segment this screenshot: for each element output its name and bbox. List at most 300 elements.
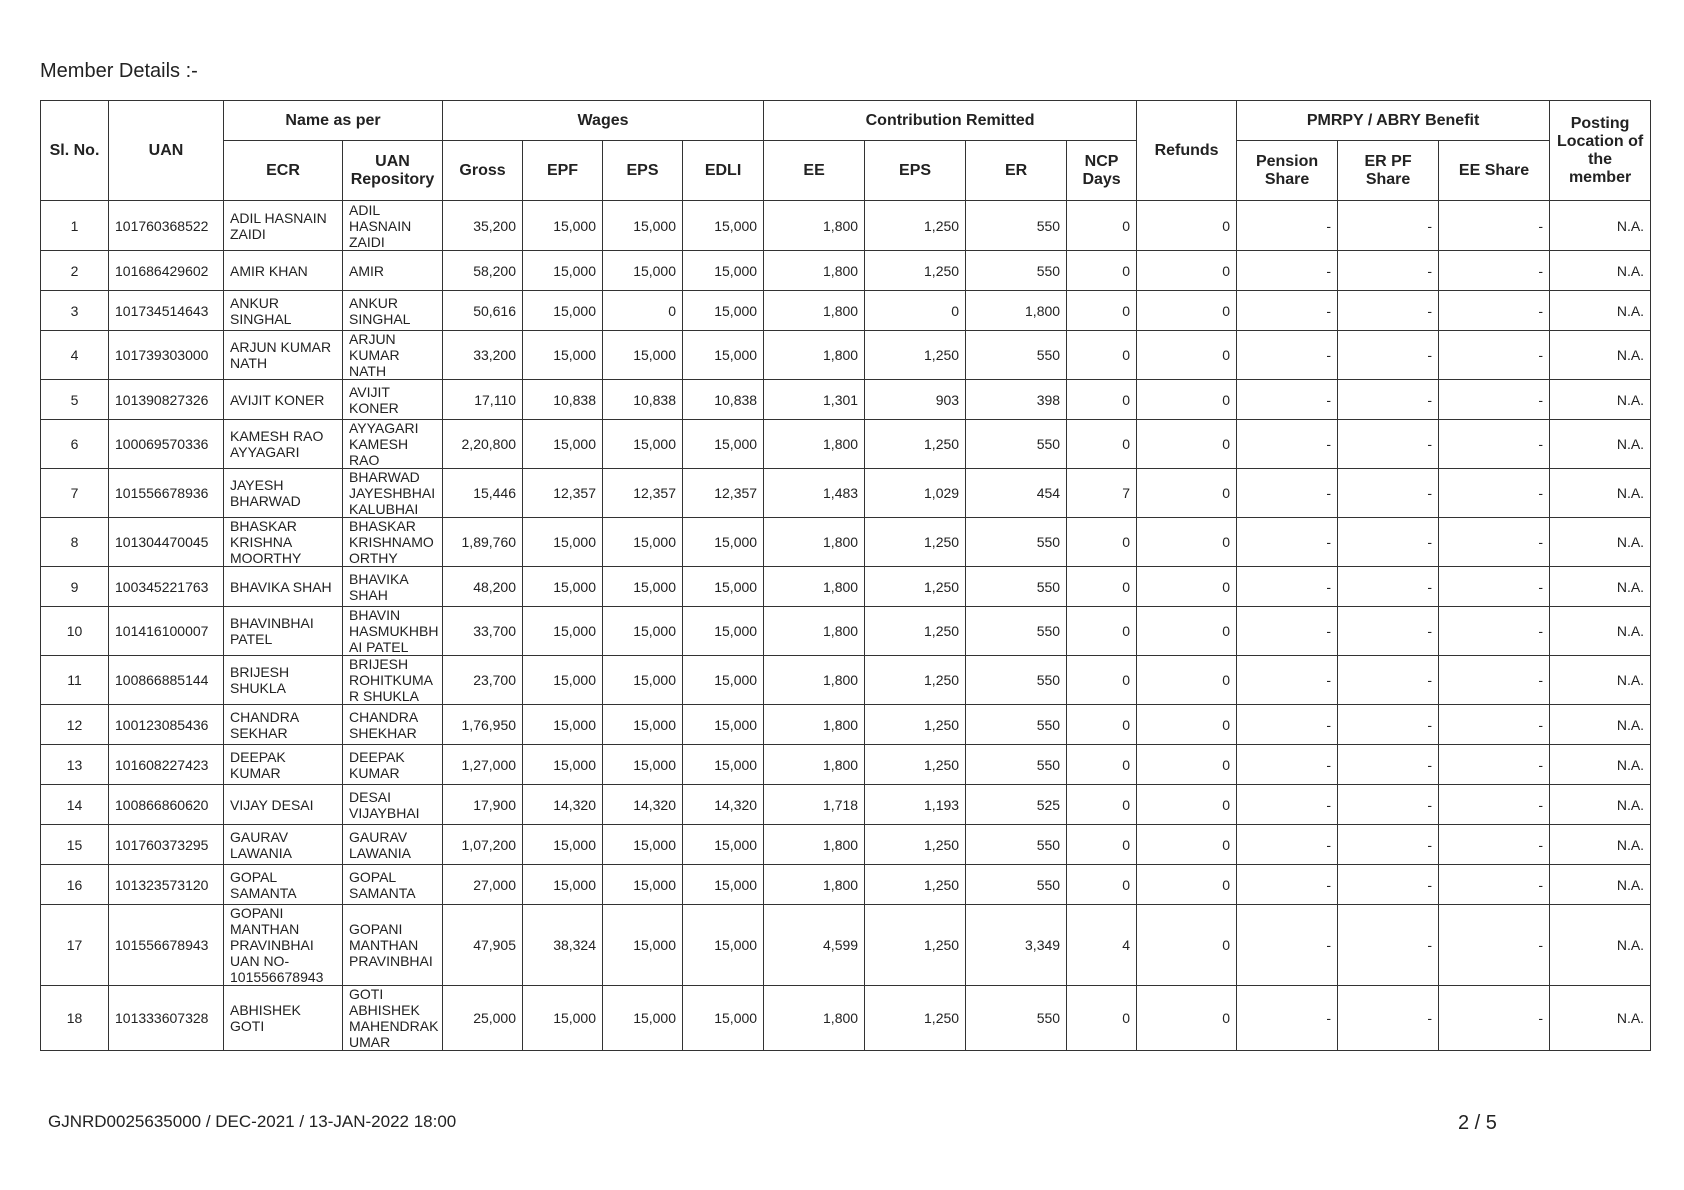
cell-pension-share: - bbox=[1237, 825, 1338, 865]
header-row-1 bbox=[41, 101, 1651, 141]
cell-ee-share: - bbox=[1439, 865, 1550, 905]
table-row bbox=[41, 745, 1651, 785]
cell-uan: 100123085436 bbox=[109, 705, 224, 745]
col-header-sl-no: Sl. No. bbox=[41, 101, 109, 201]
cell-posting-location: N.A. bbox=[1550, 986, 1651, 1051]
cell-pension-share: - bbox=[1237, 420, 1338, 469]
cell-uan: 101608227423 bbox=[109, 745, 224, 785]
table-row bbox=[41, 518, 1651, 567]
cell-edli: 15,000 bbox=[683, 567, 764, 607]
cell-sl-no: 3 bbox=[41, 291, 109, 331]
cell-eps: 15,000 bbox=[603, 825, 683, 865]
table-row bbox=[41, 251, 1651, 291]
cell-uan: 101686429602 bbox=[109, 251, 224, 291]
cell-name-ecr: AMIR KHAN bbox=[224, 251, 343, 291]
cell-refunds: 0 bbox=[1137, 380, 1237, 420]
cell-ee: 1,800 bbox=[764, 986, 865, 1051]
cell-name-ecr: ADIL HASNAIN ZAIDI bbox=[224, 201, 343, 251]
cell-refunds: 0 bbox=[1137, 201, 1237, 251]
cell-ncp-days: 0 bbox=[1067, 986, 1137, 1051]
cell-er-pf-share: - bbox=[1338, 331, 1439, 380]
cell-eps: 15,000 bbox=[603, 567, 683, 607]
cell-ncp-days: 0 bbox=[1067, 825, 1137, 865]
cell-er-pf-share: - bbox=[1338, 201, 1439, 251]
cell-posting-location: N.A. bbox=[1550, 607, 1651, 656]
cell-sl-no: 1 bbox=[41, 201, 109, 251]
cell-ee: 1,800 bbox=[764, 607, 865, 656]
cell-epf: 15,000 bbox=[523, 607, 603, 656]
cell-ncp-days: 0 bbox=[1067, 201, 1137, 251]
cell-pension-share: - bbox=[1237, 518, 1338, 567]
cell-name-uan-repository: ANKUR SINGHAL bbox=[343, 291, 443, 331]
cell-eps: 15,000 bbox=[603, 905, 683, 986]
cell-name-uan-repository: DESAI VIJAYBHAI bbox=[343, 785, 443, 825]
col-header-er-pf-share: ER PF Share bbox=[1338, 141, 1439, 201]
cell-er-pf-share: - bbox=[1338, 986, 1439, 1051]
cell-name-ecr: BHAVIKA SHAH bbox=[224, 567, 343, 607]
cell-epf: 15,000 bbox=[523, 705, 603, 745]
cell-refunds: 0 bbox=[1137, 745, 1237, 785]
cell-posting-location: N.A. bbox=[1550, 251, 1651, 291]
cell-eps: 0 bbox=[603, 291, 683, 331]
cell-ncp-days: 0 bbox=[1067, 865, 1137, 905]
cell-ncp-days: 0 bbox=[1067, 656, 1137, 705]
cell-gross: 23,700 bbox=[443, 656, 523, 705]
cell-edli: 15,000 bbox=[683, 905, 764, 986]
cell-gross: 17,900 bbox=[443, 785, 523, 825]
cell-edli: 15,000 bbox=[683, 705, 764, 745]
cell-name-ecr: BHAVINBHAI PATEL bbox=[224, 607, 343, 656]
cell-edli: 15,000 bbox=[683, 607, 764, 656]
cell-epf: 15,000 bbox=[523, 825, 603, 865]
cell-edli: 15,000 bbox=[683, 865, 764, 905]
cell-uan: 101760373295 bbox=[109, 825, 224, 865]
cell-refunds: 0 bbox=[1137, 291, 1237, 331]
cell-uan: 100866885144 bbox=[109, 656, 224, 705]
cell-edli: 15,000 bbox=[683, 825, 764, 865]
cell-er-pf-share: - bbox=[1338, 380, 1439, 420]
cell-contribution-eps: 1,250 bbox=[865, 331, 966, 380]
cell-ee: 1,800 bbox=[764, 201, 865, 251]
cell-er-pf-share: - bbox=[1338, 656, 1439, 705]
cell-ncp-days: 0 bbox=[1067, 380, 1137, 420]
cell-contribution-eps: 0 bbox=[865, 291, 966, 331]
cell-gross: 17,110 bbox=[443, 380, 523, 420]
cell-pension-share: - bbox=[1237, 705, 1338, 745]
cell-name-ecr: ANKUR SINGHAL bbox=[224, 291, 343, 331]
cell-ee: 1,800 bbox=[764, 518, 865, 567]
cell-sl-no: 16 bbox=[41, 865, 109, 905]
cell-posting-location: N.A. bbox=[1550, 825, 1651, 865]
cell-contribution-eps: 1,193 bbox=[865, 785, 966, 825]
table-row bbox=[41, 785, 1651, 825]
cell-name-uan-repository: BRIJESH ROHITKUMA R SHUKLA bbox=[343, 656, 443, 705]
cell-ee: 1,301 bbox=[764, 380, 865, 420]
cell-er-pf-share: - bbox=[1338, 865, 1439, 905]
cell-ee-share: - bbox=[1439, 380, 1550, 420]
cell-er: 550 bbox=[966, 986, 1067, 1051]
cell-contribution-eps: 1,029 bbox=[865, 469, 966, 518]
cell-ee: 4,599 bbox=[764, 905, 865, 986]
cell-name-uan-repository: AYYAGARI KAMESH RAO bbox=[343, 420, 443, 469]
table-row bbox=[41, 331, 1651, 380]
cell-name-ecr: ABHISHEK GOTI bbox=[224, 986, 343, 1051]
cell-name-ecr: DEEPAK KUMAR bbox=[224, 745, 343, 785]
cell-ncp-days: 0 bbox=[1067, 251, 1137, 291]
table-row bbox=[41, 865, 1651, 905]
cell-name-ecr: GAURAV LAWANIA bbox=[224, 825, 343, 865]
cell-pension-share: - bbox=[1237, 785, 1338, 825]
cell-refunds: 0 bbox=[1137, 705, 1237, 745]
cell-uan: 101323573120 bbox=[109, 865, 224, 905]
col-group-wages: Wages bbox=[443, 101, 764, 141]
cell-name-uan-repository: AMIR bbox=[343, 251, 443, 291]
cell-name-uan-repository: GOPAL SAMANTA bbox=[343, 865, 443, 905]
cell-pension-share: - bbox=[1237, 865, 1338, 905]
cell-epf: 15,000 bbox=[523, 865, 603, 905]
table-row bbox=[41, 607, 1651, 656]
col-header-uan: UAN bbox=[109, 101, 224, 201]
col-header-uan-repository: UAN Repository bbox=[343, 141, 443, 201]
cell-ee: 1,800 bbox=[764, 705, 865, 745]
cell-eps: 15,000 bbox=[603, 331, 683, 380]
cell-edli: 15,000 bbox=[683, 331, 764, 380]
cell-er-pf-share: - bbox=[1338, 745, 1439, 785]
col-header-posting-location: Posting Location of the member bbox=[1550, 101, 1651, 201]
col-header-ee: EE bbox=[764, 141, 865, 201]
cell-eps: 15,000 bbox=[603, 251, 683, 291]
cell-refunds: 0 bbox=[1137, 825, 1237, 865]
cell-name-uan-repository: GOPANI MANTHAN PRAVINBHAI bbox=[343, 905, 443, 986]
cell-er-pf-share: - bbox=[1338, 567, 1439, 607]
table-row bbox=[41, 825, 1651, 865]
cell-epf: 15,000 bbox=[523, 656, 603, 705]
cell-uan: 100069570336 bbox=[109, 420, 224, 469]
cell-contribution-eps: 1,250 bbox=[865, 905, 966, 986]
cell-refunds: 0 bbox=[1137, 567, 1237, 607]
col-header-epf: EPF bbox=[523, 141, 603, 201]
cell-ee: 1,800 bbox=[764, 745, 865, 785]
cell-ee-share: - bbox=[1439, 291, 1550, 331]
cell-name-ecr: GOPANI MANTHAN PRAVINBHAI UAN NO-101556678943 bbox=[224, 905, 343, 986]
cell-er: 454 bbox=[966, 469, 1067, 518]
cell-ee-share: - bbox=[1439, 420, 1550, 469]
cell-eps: 12,357 bbox=[603, 469, 683, 518]
cell-uan: 101556678943 bbox=[109, 905, 224, 986]
cell-sl-no: 18 bbox=[41, 986, 109, 1051]
cell-posting-location: N.A. bbox=[1550, 331, 1651, 380]
cell-contribution-eps: 1,250 bbox=[865, 518, 966, 567]
cell-posting-location: N.A. bbox=[1550, 420, 1651, 469]
cell-er: 550 bbox=[966, 420, 1067, 469]
cell-ee-share: - bbox=[1439, 825, 1550, 865]
cell-er: 1,800 bbox=[966, 291, 1067, 331]
col-header-eps: EPS bbox=[603, 141, 683, 201]
cell-pension-share: - bbox=[1237, 745, 1338, 785]
cell-sl-no: 10 bbox=[41, 607, 109, 656]
cell-name-ecr: KAMESH RAO AYYAGARI bbox=[224, 420, 343, 469]
cell-er: 550 bbox=[966, 705, 1067, 745]
cell-eps: 15,000 bbox=[603, 745, 683, 785]
cell-name-uan-repository: AVIJIT KONER bbox=[343, 380, 443, 420]
cell-er-pf-share: - bbox=[1338, 607, 1439, 656]
cell-name-ecr: BHASKAR KRISHNA MOORTHY bbox=[224, 518, 343, 567]
cell-er-pf-share: - bbox=[1338, 518, 1439, 567]
cell-uan: 100345221763 bbox=[109, 567, 224, 607]
cell-pension-share: - bbox=[1237, 201, 1338, 251]
cell-eps: 15,000 bbox=[603, 607, 683, 656]
cell-contribution-eps: 1,250 bbox=[865, 865, 966, 905]
cell-epf: 15,000 bbox=[523, 420, 603, 469]
cell-ee: 1,800 bbox=[764, 825, 865, 865]
cell-er: 550 bbox=[966, 331, 1067, 380]
cell-ee: 1,800 bbox=[764, 420, 865, 469]
cell-gross: 27,000 bbox=[443, 865, 523, 905]
cell-er: 550 bbox=[966, 607, 1067, 656]
cell-gross: 1,07,200 bbox=[443, 825, 523, 865]
cell-eps: 15,000 bbox=[603, 420, 683, 469]
cell-epf: 10,838 bbox=[523, 380, 603, 420]
cell-sl-no: 15 bbox=[41, 825, 109, 865]
cell-contribution-eps: 1,250 bbox=[865, 705, 966, 745]
cell-sl-no: 9 bbox=[41, 567, 109, 607]
cell-refunds: 0 bbox=[1137, 986, 1237, 1051]
cell-gross: 1,89,760 bbox=[443, 518, 523, 567]
cell-ee-share: - bbox=[1439, 656, 1550, 705]
cell-ee: 1,800 bbox=[764, 865, 865, 905]
cell-gross: 47,905 bbox=[443, 905, 523, 986]
cell-contribution-eps: 1,250 bbox=[865, 986, 966, 1051]
table-row bbox=[41, 986, 1651, 1051]
cell-epf: 15,000 bbox=[523, 567, 603, 607]
cell-sl-no: 5 bbox=[41, 380, 109, 420]
col-header-ee-share: EE Share bbox=[1439, 141, 1550, 201]
cell-ncp-days: 0 bbox=[1067, 518, 1137, 567]
cell-epf: 38,324 bbox=[523, 905, 603, 986]
member-rows bbox=[41, 201, 1651, 1051]
table-row bbox=[41, 380, 1651, 420]
cell-sl-no: 12 bbox=[41, 705, 109, 745]
cell-epf: 14,320 bbox=[523, 785, 603, 825]
cell-er: 550 bbox=[966, 656, 1067, 705]
cell-refunds: 0 bbox=[1137, 420, 1237, 469]
cell-sl-no: 8 bbox=[41, 518, 109, 567]
cell-ee-share: - bbox=[1439, 518, 1550, 567]
cell-eps: 15,000 bbox=[603, 656, 683, 705]
cell-contribution-eps: 1,250 bbox=[865, 567, 966, 607]
cell-ncp-days: 7 bbox=[1067, 469, 1137, 518]
cell-edli: 12,357 bbox=[683, 469, 764, 518]
cell-name-uan-repository: GOTI ABHISHEK MAHENDRAK UMAR bbox=[343, 986, 443, 1051]
cell-pension-share: - bbox=[1237, 607, 1338, 656]
cell-uan: 101556678936 bbox=[109, 469, 224, 518]
cell-name-ecr: BRIJESH SHUKLA bbox=[224, 656, 343, 705]
cell-ee-share: - bbox=[1439, 905, 1550, 986]
cell-uan: 100866860620 bbox=[109, 785, 224, 825]
cell-name-uan-repository: BHARWAD JAYESHBHAI KALUBHAI bbox=[343, 469, 443, 518]
cell-er: 525 bbox=[966, 785, 1067, 825]
cell-posting-location: N.A. bbox=[1550, 469, 1651, 518]
cell-sl-no: 4 bbox=[41, 331, 109, 380]
cell-ee-share: - bbox=[1439, 607, 1550, 656]
cell-eps: 14,320 bbox=[603, 785, 683, 825]
cell-name-ecr: CHANDRA SEKHAR bbox=[224, 705, 343, 745]
cell-posting-location: N.A. bbox=[1550, 745, 1651, 785]
cell-contribution-eps: 1,250 bbox=[865, 607, 966, 656]
cell-refunds: 0 bbox=[1137, 607, 1237, 656]
cell-posting-location: N.A. bbox=[1550, 567, 1651, 607]
cell-pension-share: - bbox=[1237, 567, 1338, 607]
table-row bbox=[41, 905, 1651, 986]
cell-er: 550 bbox=[966, 745, 1067, 785]
cell-posting-location: N.A. bbox=[1550, 785, 1651, 825]
cell-gross: 58,200 bbox=[443, 251, 523, 291]
cell-epf: 15,000 bbox=[523, 745, 603, 785]
cell-contribution-eps: 1,250 bbox=[865, 745, 966, 785]
col-header-er: ER bbox=[966, 141, 1067, 201]
cell-contribution-eps: 1,250 bbox=[865, 420, 966, 469]
cell-er-pf-share: - bbox=[1338, 705, 1439, 745]
cell-gross: 1,76,950 bbox=[443, 705, 523, 745]
cell-er: 550 bbox=[966, 865, 1067, 905]
cell-edli: 15,000 bbox=[683, 251, 764, 291]
cell-eps: 15,000 bbox=[603, 986, 683, 1051]
cell-eps: 10,838 bbox=[603, 380, 683, 420]
cell-er: 550 bbox=[966, 251, 1067, 291]
cell-edli: 15,000 bbox=[683, 291, 764, 331]
cell-posting-location: N.A. bbox=[1550, 291, 1651, 331]
cell-ee-share: - bbox=[1439, 986, 1550, 1051]
cell-er-pf-share: - bbox=[1338, 420, 1439, 469]
cell-ncp-days: 0 bbox=[1067, 785, 1137, 825]
cell-edli: 15,000 bbox=[683, 201, 764, 251]
cell-er: 398 bbox=[966, 380, 1067, 420]
cell-ee-share: - bbox=[1439, 785, 1550, 825]
table-row bbox=[41, 201, 1651, 251]
cell-name-uan-repository: GAURAV LAWANIA bbox=[343, 825, 443, 865]
cell-er: 550 bbox=[966, 825, 1067, 865]
cell-edli: 15,000 bbox=[683, 986, 764, 1051]
cell-name-ecr: ARJUN KUMAR NATH bbox=[224, 331, 343, 380]
cell-ncp-days: 0 bbox=[1067, 291, 1137, 331]
cell-uan: 101734514643 bbox=[109, 291, 224, 331]
cell-ee: 1,800 bbox=[764, 656, 865, 705]
table-row bbox=[41, 567, 1651, 607]
cell-sl-no: 17 bbox=[41, 905, 109, 986]
cell-pension-share: - bbox=[1237, 986, 1338, 1051]
cell-contribution-eps: 1,250 bbox=[865, 656, 966, 705]
cell-uan: 101739303000 bbox=[109, 331, 224, 380]
cell-eps: 15,000 bbox=[603, 201, 683, 251]
cell-edli: 10,838 bbox=[683, 380, 764, 420]
cell-uan: 101416100007 bbox=[109, 607, 224, 656]
table-row bbox=[41, 469, 1651, 518]
cell-ee: 1,800 bbox=[764, 567, 865, 607]
cell-contribution-eps: 1,250 bbox=[865, 251, 966, 291]
cell-sl-no: 14 bbox=[41, 785, 109, 825]
cell-uan: 101304470045 bbox=[109, 518, 224, 567]
cell-gross: 48,200 bbox=[443, 567, 523, 607]
cell-ee-share: - bbox=[1439, 469, 1550, 518]
cell-eps: 15,000 bbox=[603, 705, 683, 745]
col-header-gross: Gross bbox=[443, 141, 523, 201]
cell-er-pf-share: - bbox=[1338, 291, 1439, 331]
cell-name-ecr: JAYESH BHARWAD bbox=[224, 469, 343, 518]
cell-name-uan-repository: BHAVIN HASMUKHBH AI PATEL bbox=[343, 607, 443, 656]
col-header-refunds: Refunds bbox=[1137, 101, 1237, 201]
cell-ee-share: - bbox=[1439, 331, 1550, 380]
cell-ee-share: - bbox=[1439, 201, 1550, 251]
col-header-edli: EDLI bbox=[683, 141, 764, 201]
cell-gross: 33,700 bbox=[443, 607, 523, 656]
cell-name-uan-repository: BHASKAR KRISHNAMO ORTHY bbox=[343, 518, 443, 567]
cell-ee: 1,800 bbox=[764, 331, 865, 380]
cell-uan: 101760368522 bbox=[109, 201, 224, 251]
cell-gross: 25,000 bbox=[443, 986, 523, 1051]
cell-epf: 15,000 bbox=[523, 331, 603, 380]
cell-ee-share: - bbox=[1439, 705, 1550, 745]
cell-refunds: 0 bbox=[1137, 865, 1237, 905]
cell-epf: 15,000 bbox=[523, 986, 603, 1051]
cell-ncp-days: 0 bbox=[1067, 567, 1137, 607]
col-header-ncp-days: NCP Days bbox=[1067, 141, 1137, 201]
cell-sl-no: 13 bbox=[41, 745, 109, 785]
cell-name-ecr: AVIJIT KONER bbox=[224, 380, 343, 420]
cell-sl-no: 7 bbox=[41, 469, 109, 518]
cell-uan: 101333607328 bbox=[109, 986, 224, 1051]
cell-edli: 15,000 bbox=[683, 518, 764, 567]
cell-er-pf-share: - bbox=[1338, 785, 1439, 825]
cell-ncp-days: 0 bbox=[1067, 745, 1137, 785]
cell-refunds: 0 bbox=[1137, 469, 1237, 518]
header-row-2 bbox=[41, 141, 1651, 201]
section-title: Member Details :- bbox=[40, 60, 198, 82]
col-header-ecr: ECR bbox=[224, 141, 343, 201]
cell-er-pf-share: - bbox=[1338, 905, 1439, 986]
cell-posting-location: N.A. bbox=[1550, 705, 1651, 745]
cell-refunds: 0 bbox=[1137, 905, 1237, 986]
cell-name-uan-repository: ARJUN KUMAR NATH bbox=[343, 331, 443, 380]
table-row bbox=[41, 705, 1651, 745]
cell-pension-share: - bbox=[1237, 251, 1338, 291]
cell-ee: 1,800 bbox=[764, 291, 865, 331]
cell-edli: 15,000 bbox=[683, 745, 764, 785]
cell-pension-share: - bbox=[1237, 905, 1338, 986]
cell-er: 550 bbox=[966, 518, 1067, 567]
cell-gross: 2,20,800 bbox=[443, 420, 523, 469]
cell-ee: 1,718 bbox=[764, 785, 865, 825]
cell-refunds: 0 bbox=[1137, 656, 1237, 705]
cell-contribution-eps: 1,250 bbox=[865, 825, 966, 865]
cell-er: 550 bbox=[966, 567, 1067, 607]
cell-gross: 33,200 bbox=[443, 331, 523, 380]
cell-contribution-eps: 1,250 bbox=[865, 201, 966, 251]
cell-posting-location: N.A. bbox=[1550, 905, 1651, 986]
cell-posting-location: N.A. bbox=[1550, 656, 1651, 705]
cell-gross: 50,616 bbox=[443, 291, 523, 331]
cell-er: 550 bbox=[966, 201, 1067, 251]
cell-ee-share: - bbox=[1439, 745, 1550, 785]
cell-ee-share: - bbox=[1439, 567, 1550, 607]
cell-pension-share: - bbox=[1237, 469, 1338, 518]
cell-pension-share: - bbox=[1237, 291, 1338, 331]
footer-reference: GJNRD0025635000 / DEC-2021 / 13-JAN-2022 18:00 bbox=[48, 1112, 457, 1131]
cell-ncp-days: 0 bbox=[1067, 705, 1137, 745]
cell-ee-share: - bbox=[1439, 251, 1550, 291]
col-header-contribution-eps: EPS bbox=[865, 141, 966, 201]
col-group-name-as-per: Name as per bbox=[224, 101, 443, 141]
col-header-pension-share: Pension Share bbox=[1237, 141, 1338, 201]
